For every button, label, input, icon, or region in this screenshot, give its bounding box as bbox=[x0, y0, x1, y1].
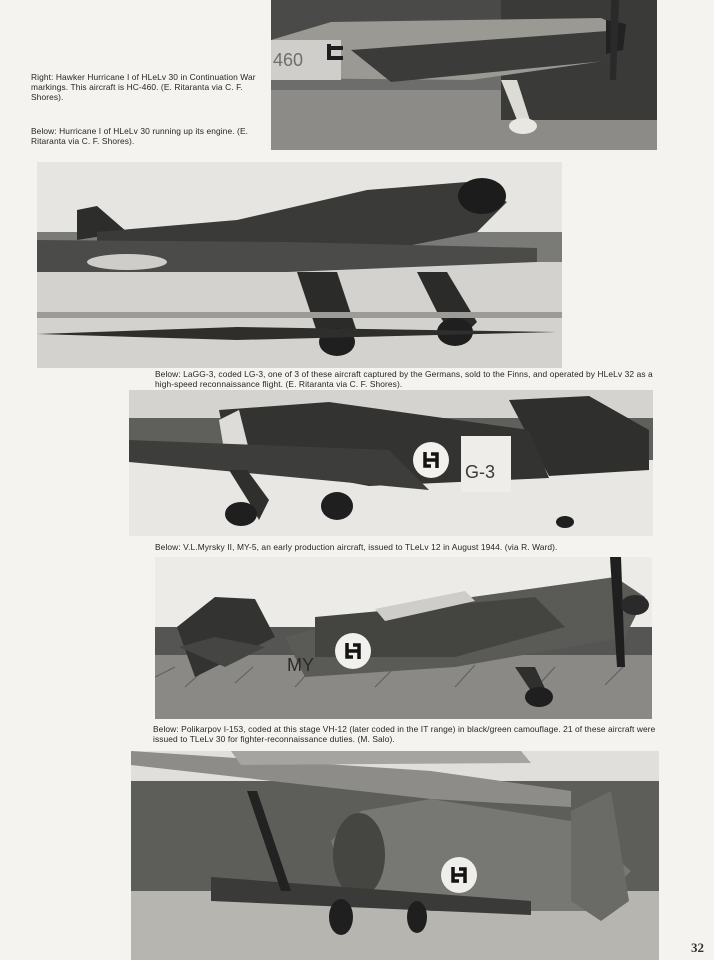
polikarpov-image bbox=[131, 751, 659, 960]
lagg3-code-marking: G-3 bbox=[465, 462, 496, 482]
photo-lagg3 bbox=[129, 390, 653, 536]
photo-hurricane-run-up bbox=[37, 162, 562, 368]
caption-lagg3: Below: LaGG-3, coded LG-3, one of 3 of these aircraft captured by the Germans, sold to the Finns, and operated by HLeLv 32 as a high-speed reconnaissance flight. (E. Ritaranta via C. F. Shores). bbox=[155, 369, 653, 389]
caption-polikarpov: Below: Polikarpov I-153, coded at this stage VH-12 (later coded in the IT range) in black/green camouflage. 21 of these aircraft were issued to TLeLv 30 for fighter-reconnaissance duties. (M. Salo). bbox=[153, 724, 656, 744]
caption-right-hurricane: Right: Hawker Hurricane I of HLeLv 30 in Continuation War markings. This aircraft is HC-460. (E. Ritaranta via C. F. Shores). bbox=[31, 72, 256, 102]
caption-myrsky: Below: V.L.Myrsky II, MY-5, an early production aircraft, issued to TLeLv 12 in August 1944. (via R. Ward). bbox=[155, 542, 558, 552]
photo-hurricane-hc460 bbox=[271, 0, 657, 150]
photo-polikarpov bbox=[131, 751, 659, 960]
myrsky-code-marking: MY bbox=[287, 655, 314, 675]
myrsky-image bbox=[155, 557, 652, 719]
page-number: 32 bbox=[691, 940, 704, 955]
caption-below-hurricane: Below: Hurricane I of HLeLv 30 running up its engine. (E. Ritaranta via C. F. Shores). bbox=[31, 126, 249, 146]
hurricane-run-up-image bbox=[37, 162, 562, 368]
lagg3-image bbox=[129, 390, 653, 536]
hurricane-code-marking: 460 bbox=[273, 50, 304, 70]
hurricane-hc460-image bbox=[271, 0, 657, 150]
photo-myrsky bbox=[155, 557, 652, 719]
